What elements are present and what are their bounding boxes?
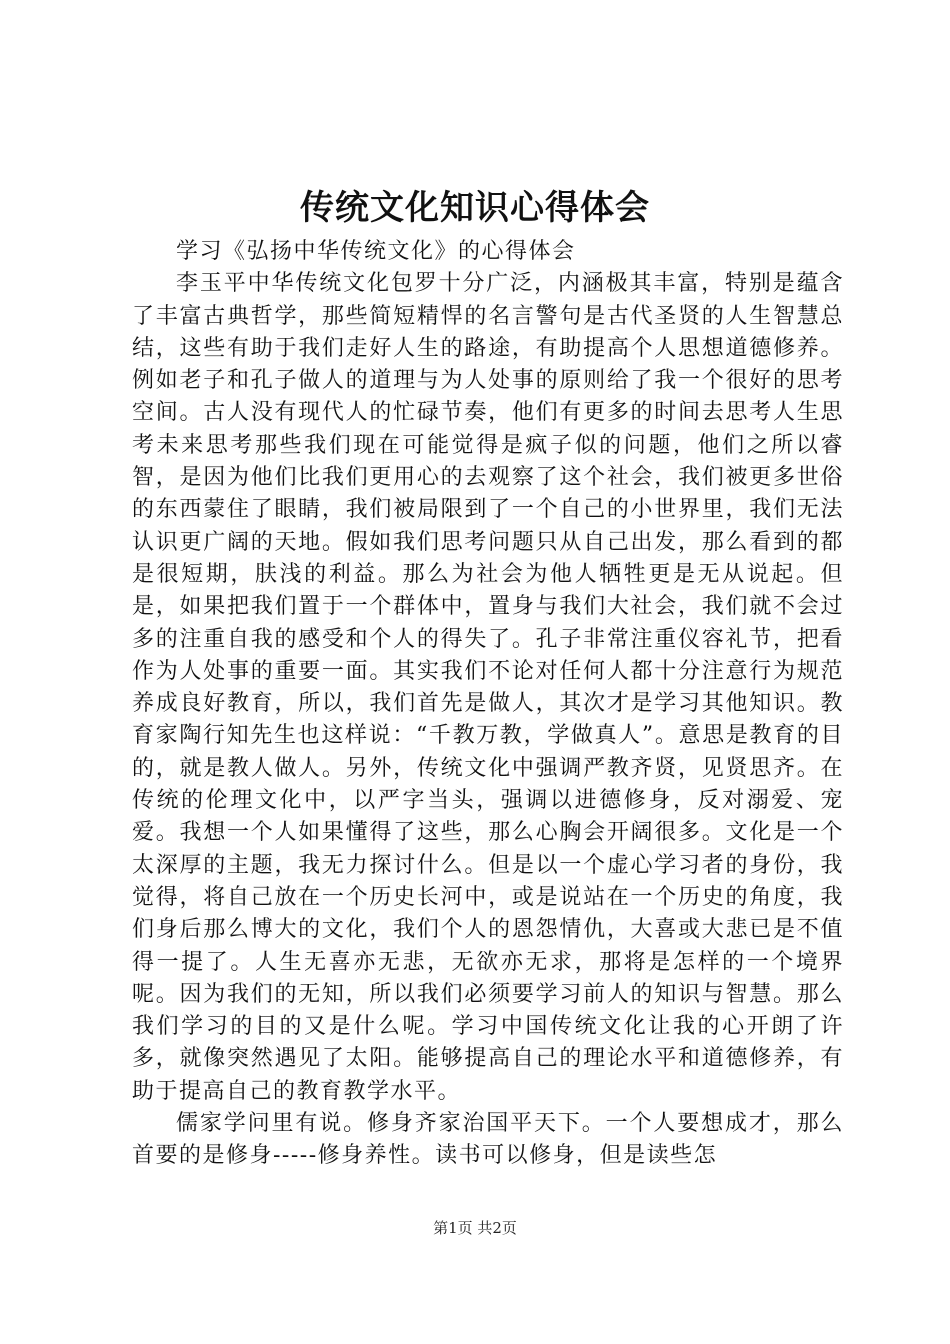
body-paragraph: 李玉平中华传统文化包罗十分广泛，内涵极其丰富，特别是蕴含了丰富古典哲学，那些简短精悍的名言警句是古代圣贤的人生智慧总结，这些有助于我们走好人生的路途，有助提高个人思想道德修养。例如老子和孔子做人的道理与为人处事的原则给了我一个很好的思考空间。古人没有现代人的忙碌节奏，他们有更多的时间去思考人生思考未来思考那些我们现在可能觉得是疯子似的问题，他们之所以睿智，是因为他们比我们更用心的去观察了这个社会，我们被更多世俗的东西蒙住了眼睛，我们被局限到了一个自己的小世界里，我们无法认识更广阔的天地。假如我们思考问题只从自己出发，那么看到的都是很短期，肤浅的利益。那么为社会为他人牺牲更是无从说起。但是，如果把我们置于一个群体中，置身与我们大社会，我们就不会过多的注重自我的感受和个人的得失了。孔子非常注重仪容礼节，把看作为人处事的重要一面。其实我们不论对任何人都十分注意行为规范养成良好教育，所以，我们首先是做人，其次才是学习其他知识。教育家陶行知先生也这样说：“千教万教，学做真人”。意思是教育的目的，就是教人做人。另外，传统文化中强调严教齐贤，见贤思齐。在传统的伦理文化中，以严字当头，强调以进德修身，反对溺爱、宠爱。我想一个人如果懂得了这些，那么心胸会开阔很多。文化是一个太深厚的主题，我无力探讨什么。但是以一个虚心学习者的身份，我觉得，将自己放在一个历史长河中，或是说站在一个历史的角度，我们身后那么博大的文化，我们个人的恩怨情仇，大喜或大悲已是不值得一提了。人生无喜亦无悲，无欲亦无求，那将是怎样的一个境界呢。因为我们的无知，所以我们必须要学习前人的知识与智慧。那么我们学习的目的又是什么呢。学习中国传统文化让我的心开朗了许多，就像突然遇见了太阳。能够提高自己的理论水平和道德修养，有助于提高自己的教育教学水平。 <box>132 271 844 1104</box>
body-paragraph: 儒家学问里有说。修身齐家治国平天下。一个人要想成才，那么首要的是修身-----修身养性。读书可以修身，但是读些怎 <box>132 1111 844 1169</box>
page-number-footer: 第1页 共2页 <box>433 1219 517 1237</box>
subtitle-paragraph: 学习《弘扬中华传统文化》的心得体会 <box>176 239 576 264</box>
document-body <box>132 236 844 1173</box>
document-title: 传统文化知识心得体会 <box>300 188 650 228</box>
